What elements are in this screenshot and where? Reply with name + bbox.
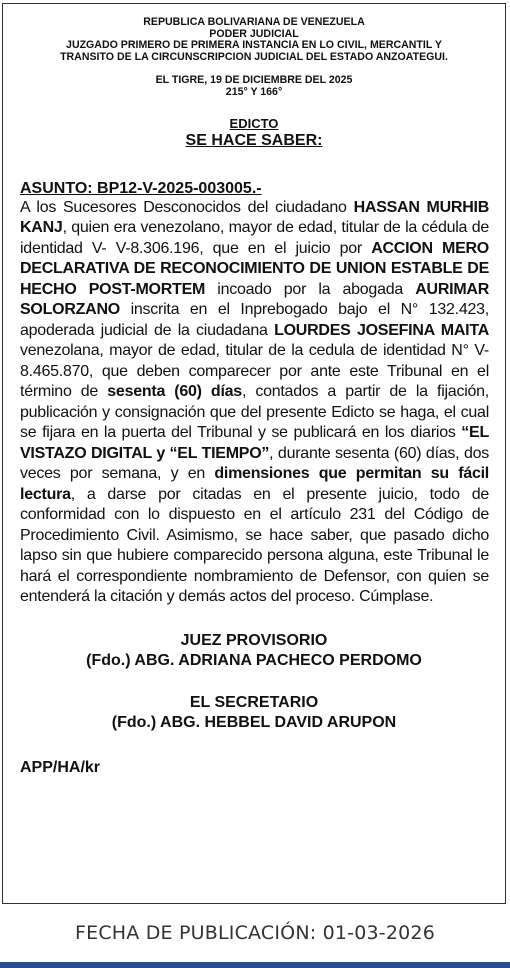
body-text-1: A los Sucesores Desconocidos del ciudadano: [20, 198, 354, 216]
case-number: ASUNTO: BP12-V-2025-003005.-: [20, 179, 262, 197]
header-line-power: PODER JUDICIAL: [209, 27, 299, 40]
header-line-court: JUZGADO PRIMERO DE PRIMERA INSTANCIA EN LO CIVIL, MERCANTIL Y: [66, 39, 442, 52]
plaintiff-name: LOURDES JOSEFINA MAITA: [274, 321, 489, 339]
body-text-5: venezolana, mayor de edad, titular de la cedula de identidad N° V-8.465.870, que deben comparecer por ante este Tribunal en el término de: [20, 342, 489, 401]
body-text-2: , quien era venezolano, mayor de edad, titular de la cédula de identidad V- V-8.306.196, que en el juicio por: [20, 219, 489, 257]
body-text-7: , durante sesenta (60) días, dos veces por semana, y en: [20, 444, 489, 483]
body-text-4: inscrita en el Inprebogado bajo el N° 132.423, apoderada judicial de la ciudadana: [20, 301, 489, 339]
term-days: sesenta (60) días: [107, 383, 242, 401]
judge-signature: [3, 631, 505, 671]
body-text-8: , a darse por citadas en el presente juicio, todo de conformidad con lo dispuesto en el artículo 231 del Código de Procedimiento Civil. Asimismo, se hace saber, que pasado dicho lapso sin que hubiere comparecido persona alguna, este Tribunal le hará el correspondiente nombramiento de Defensor, con quien se entenderá la citación y demás actos del proceso. Cúmplase.: [20, 485, 489, 606]
print-requirement: dimensiones que permitan su fácil lectura: [20, 465, 490, 503]
action-type: ACCION MERO DECLARATIVA DE RECONOCIMIENTO DE UNION ESTABLE DE HECHO POST-MORTEM: [20, 239, 489, 298]
edict-frame: [2, 3, 506, 904]
secretary-signature: [3, 693, 505, 733]
header-line-country: REPUBLICA BOLIVARIANA DE VENEZUELA: [143, 16, 365, 28]
secretary-title: EL SECRETARIO: [189, 693, 319, 711]
secretary-name: (Fdo.) ABG. HEBBEL DAVID ARUPON: [111, 713, 397, 731]
deceased-name: HASSAN MURHIB KANJ: [20, 198, 490, 237]
body-text-3: incoado por la abogada: [205, 280, 416, 298]
edict-body: [20, 198, 489, 608]
years-line: 215° Y 166°: [225, 85, 283, 98]
newspapers: “EL VISTAZO DIGITAL y “EL TIEMPO”: [20, 424, 489, 462]
body-text-6: , contados a partir de la fijación, publicación y consignación que del presente Edicto se haga, el cual se fijara en la puerta del Tribunal y se publicará en los diarios: [20, 383, 489, 442]
judge-title: JUEZ PROVISORIO: [180, 631, 328, 649]
publication-date: FECHA DE PUBLICACIÓN: 01-03-2026: [74, 922, 435, 944]
court-header: [3, 17, 505, 63]
date-line: EL TIGRE, 19 DE DICIEMBRE DEL 2025: [155, 74, 353, 87]
bottom-bar: [0, 962, 510, 968]
date-block: [3, 75, 505, 98]
se-hace-saber-title: SE HACE SABER:: [185, 131, 323, 149]
judge-name: (Fdo.) ABG. ADRIANA PACHECO PERDOMO: [86, 651, 422, 669]
initials: APP/HA/kr: [20, 758, 101, 776]
attorney-name: AURIMAR SOLORZANO: [20, 280, 490, 319]
header-line-jurisdiction: TRANSITO DE LA CIRCUNSCRIPCION JUDICIAL DEL ESTADO ANZOATEGUI.: [60, 50, 448, 63]
edicto-title: EDICTO: [229, 115, 279, 131]
